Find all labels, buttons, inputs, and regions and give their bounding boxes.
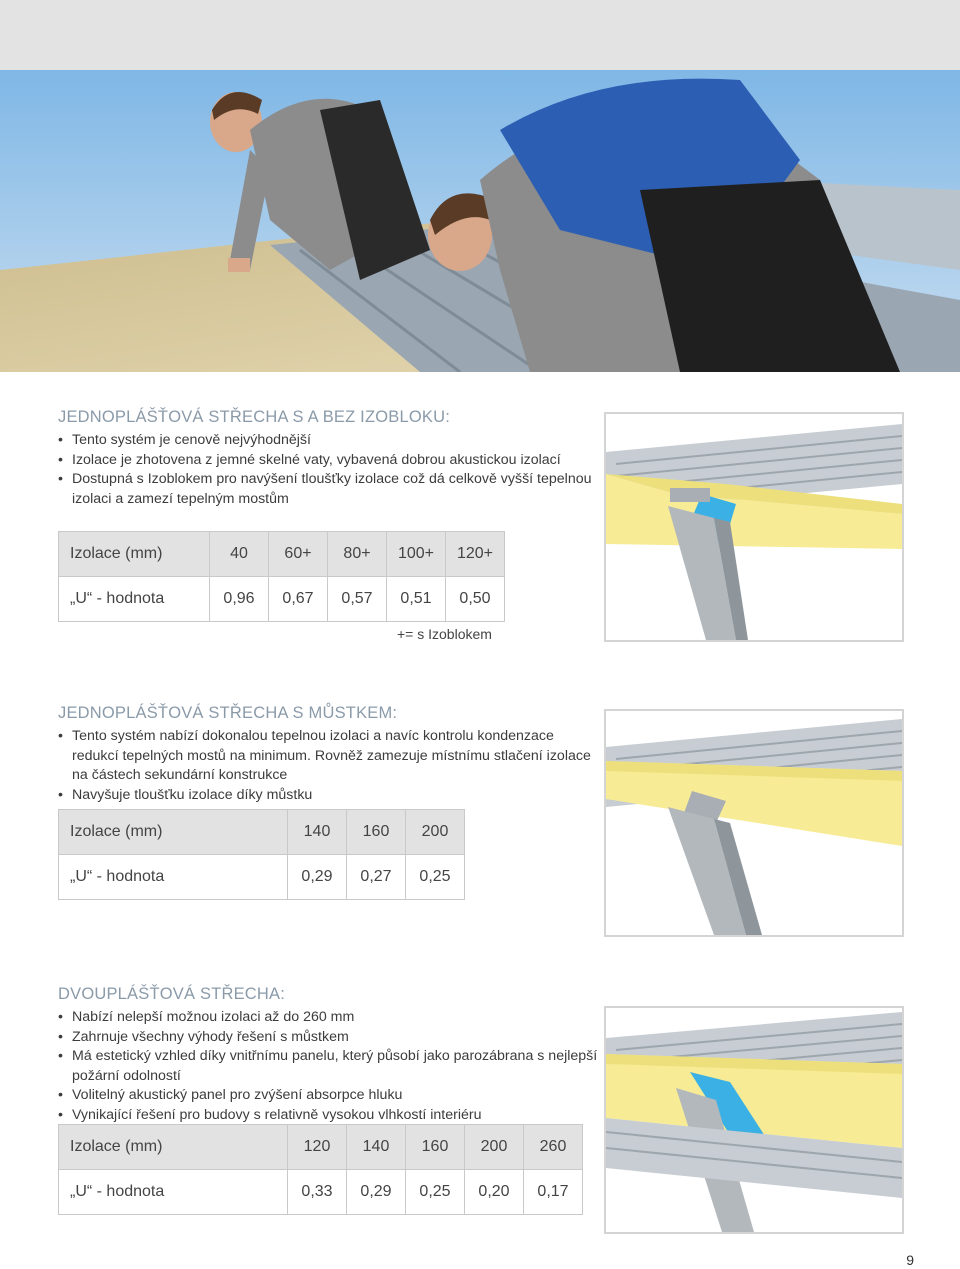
table-cell: 0,51 bbox=[387, 577, 446, 622]
list-item: • Tento systém nabízí dokonalou tepelnou izolaci a navíc kontrolu kondenzace redukcí tepelných mostů na minimum. Rovněž zamezuje místnímu stlačení izolace na částech sekundární konstrukce bbox=[58, 727, 598, 786]
table-cell: 100+ bbox=[387, 532, 446, 577]
section-heading: DVOUPLÁŠŤOVÁ STŘECHA: bbox=[58, 985, 285, 1003]
table-cell: 80+ bbox=[328, 532, 387, 577]
table-body-label: „U“ - hodnota bbox=[59, 1170, 288, 1215]
list-item: • Navyšuje tloušťku izolace díky můstku bbox=[58, 786, 598, 806]
top-grey-band bbox=[0, 0, 960, 70]
table-cell: 0,57 bbox=[328, 577, 387, 622]
table-cell: 120+ bbox=[446, 532, 505, 577]
section-single-skin-roof-with-bridge bbox=[58, 704, 598, 805]
bullet-list bbox=[58, 727, 598, 805]
table-cell: 120 bbox=[288, 1125, 347, 1170]
insulation-table-2 bbox=[58, 809, 465, 900]
table-cell: 0,20 bbox=[465, 1170, 524, 1215]
table-cell: 0,67 bbox=[269, 577, 328, 622]
header-photo-roof-workers bbox=[0, 70, 960, 372]
table-cell: 0,25 bbox=[406, 855, 465, 900]
list-item: • Vynikající řešení pro budovy s relativně vysokou vlhkostí interiéru bbox=[58, 1106, 598, 1126]
table-cell: 260 bbox=[524, 1125, 583, 1170]
table-row bbox=[59, 1125, 583, 1170]
table-cell: 0,25 bbox=[406, 1170, 465, 1215]
table-head-label: Izolace (mm) bbox=[59, 810, 288, 855]
table-head-label: Izolace (mm) bbox=[59, 532, 210, 577]
list-item: • Izolace je zhotovena z jemné skelné vaty, vybavená dobrou akustickou izolací bbox=[58, 451, 598, 471]
table-cell: 0,33 bbox=[288, 1170, 347, 1215]
illustration-roof-with-bridge bbox=[604, 709, 904, 937]
table-row bbox=[59, 577, 505, 622]
table-cell: 0,29 bbox=[347, 1170, 406, 1215]
table-head-label: Izolace (mm) bbox=[59, 1125, 288, 1170]
table-body-label: „U“ - hodnota bbox=[59, 577, 210, 622]
section-heading: JEDNOPLÁŠŤOVÁ STŘECHA S MŮSTKEM: bbox=[58, 704, 398, 722]
table-cell: 140 bbox=[347, 1125, 406, 1170]
table-cell: 160 bbox=[406, 1125, 465, 1170]
table-row bbox=[59, 532, 505, 577]
table-cell: 40 bbox=[210, 532, 269, 577]
section-heading: JEDNOPLÁŠŤOVÁ STŘECHA S A BEZ IZOBLOKU: bbox=[58, 408, 450, 426]
section-single-skin-roof bbox=[58, 408, 598, 509]
page-number: 9 bbox=[906, 1252, 914, 1268]
izoblok-note: += s Izoblokem bbox=[397, 626, 492, 642]
list-item: • Tento systém je cenově nejvýhodnější bbox=[58, 431, 598, 451]
bullet-list bbox=[58, 1008, 598, 1125]
table-cell: 140 bbox=[288, 810, 347, 855]
table-row bbox=[59, 855, 465, 900]
table-cell: 160 bbox=[347, 810, 406, 855]
insulation-table-1 bbox=[58, 531, 505, 622]
table-cell: 0,17 bbox=[524, 1170, 583, 1215]
table-cell: 0,29 bbox=[288, 855, 347, 900]
table-cell: 60+ bbox=[269, 532, 328, 577]
list-item: • Zahrnuje všechny výhody řešení s můstkem bbox=[58, 1028, 598, 1048]
list-item: • Dostupná s Izoblokem pro navýšení tloušťky izolace což dá celkově vyšší tepelnou izolaci a zamezí tepelným mostům bbox=[58, 470, 598, 509]
table-cell: 200 bbox=[465, 1125, 524, 1170]
insulation-table-3 bbox=[58, 1124, 583, 1215]
list-item: • Volitelný akustický panel pro zvýšení absorpce hluku bbox=[58, 1086, 598, 1106]
illustration-double-skin-roof bbox=[604, 1006, 904, 1234]
section-double-skin-roof bbox=[58, 985, 598, 1125]
list-item: • Má estetický vzhled díky vnitřnímu panelu, který působí jako parozábrana s nejlepší požární odolností bbox=[58, 1047, 598, 1086]
bullet-list bbox=[58, 431, 598, 509]
table-cell: 0,27 bbox=[347, 855, 406, 900]
illustration-roof-with-izoblok bbox=[604, 412, 904, 642]
table-cell: 0,96 bbox=[210, 577, 269, 622]
table-body-label: „U“ - hodnota bbox=[59, 855, 288, 900]
table-cell: 0,50 bbox=[446, 577, 505, 622]
table-row bbox=[59, 1170, 583, 1215]
list-item: • Nabízí nelepší možnou izolaci až do 260 mm bbox=[58, 1008, 598, 1028]
table-cell: 200 bbox=[406, 810, 465, 855]
table-row bbox=[59, 810, 465, 855]
